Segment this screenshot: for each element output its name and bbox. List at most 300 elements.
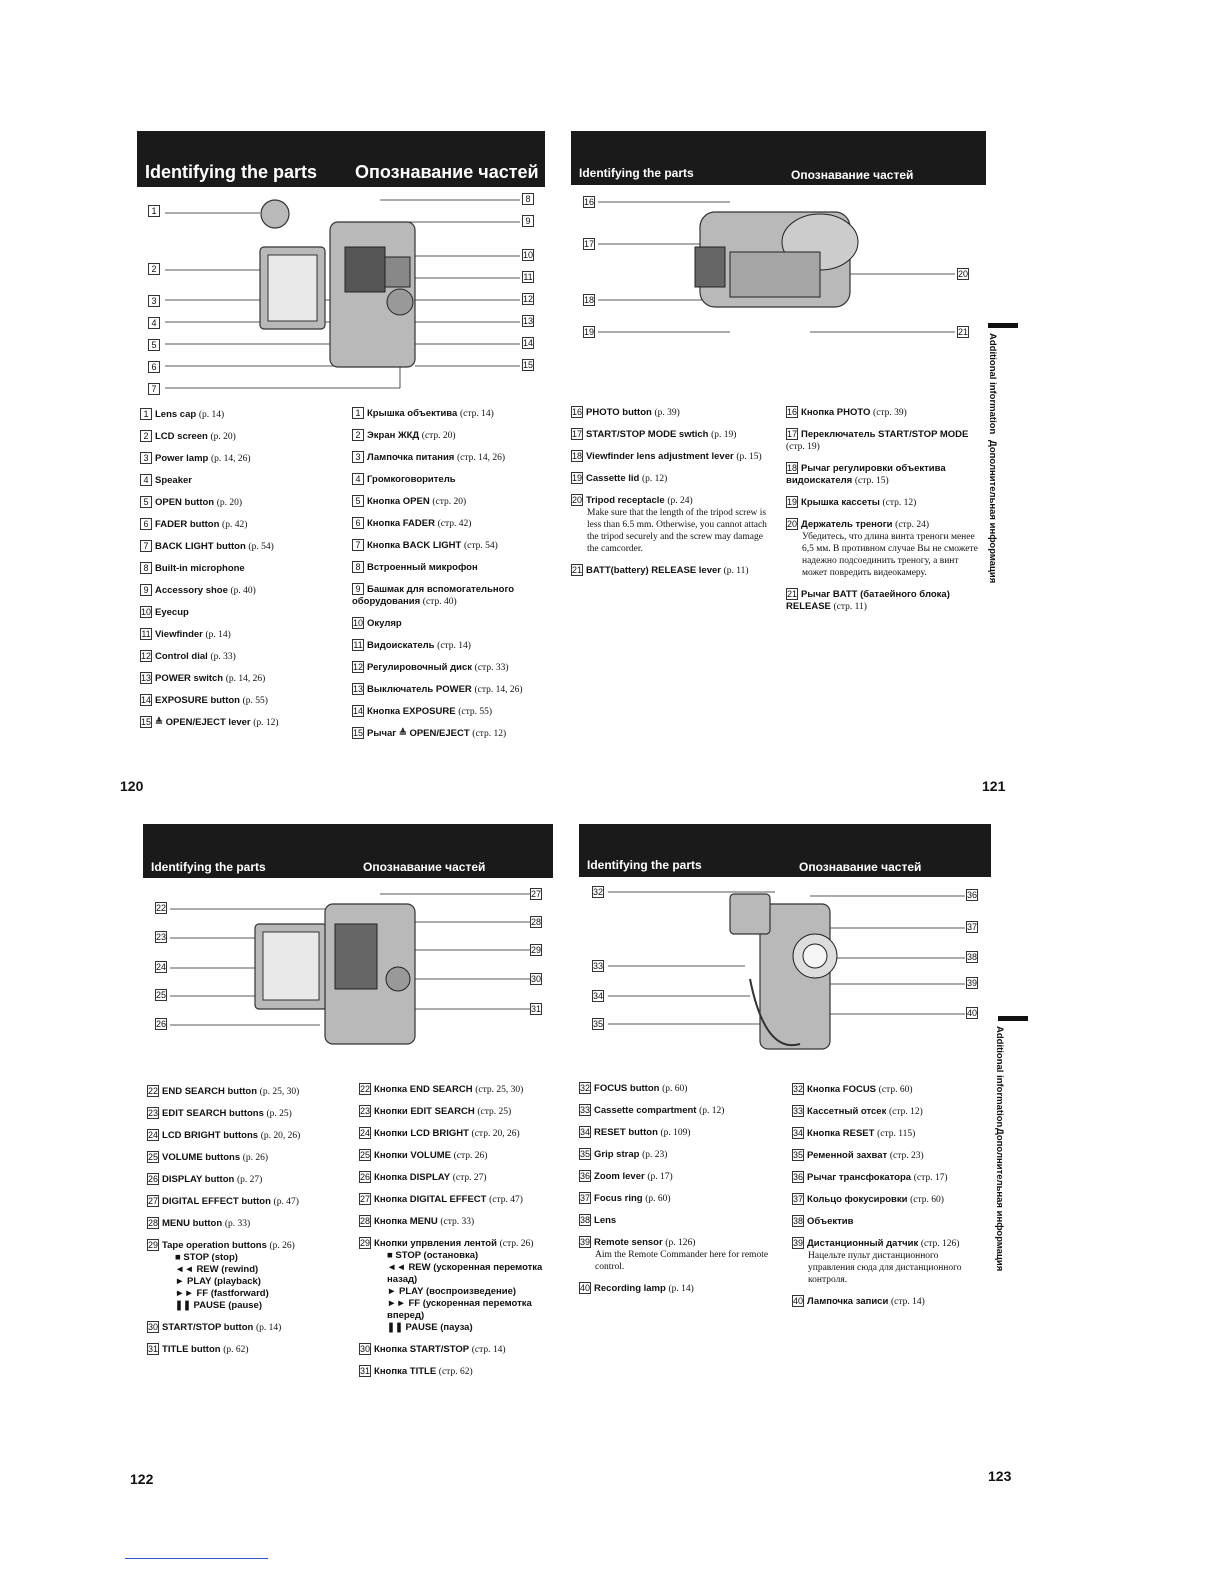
item-label: Рычаг ≜ OPEN/EJECT (367, 728, 470, 739)
page-number-123: 123 (988, 1468, 1012, 1484)
item-label: Кнопка DIGITAL EFFECT (374, 1194, 487, 1205)
item-page-ref: (p. 20, 26) (260, 1131, 301, 1141)
callout-27: 27 (531, 889, 542, 899)
page-number-120: 120 (120, 778, 144, 794)
camcorder-side-illustration (590, 884, 985, 1059)
item-page-ref: (p. 17) (647, 1172, 673, 1182)
item-page-ref: (p. 109) (660, 1128, 691, 1138)
list-item (571, 450, 771, 463)
item-page-ref: (p. 12) (253, 718, 279, 728)
side-tab-label-en: Additional information (987, 333, 998, 435)
list-item (140, 606, 340, 619)
item-page-ref: (p. 20) (210, 432, 236, 442)
callout-31: 31 (531, 1004, 542, 1014)
item-page-ref: (p. 14) (668, 1284, 694, 1294)
item-page-ref: (стр. 62) (438, 1367, 473, 1377)
list-item (352, 661, 542, 674)
header-title-ru: Опознавание частей (355, 162, 539, 182)
parts-list-en-p123 (579, 1082, 784, 1304)
item-number: 25 (148, 1152, 159, 1162)
list-item (352, 473, 542, 486)
item-label: FADER button (155, 519, 220, 530)
header-title-ru: Опознавание частей (799, 860, 922, 874)
item-label: Lens (594, 1215, 617, 1226)
item-page-ref: (p. 39) (654, 408, 680, 418)
item-label: Viewfinder lens adjustment lever (586, 451, 734, 462)
callout-20: 20 (958, 269, 969, 279)
callout-30: 30 (531, 974, 542, 984)
list-item (792, 1193, 982, 1206)
item-number: 19 (787, 497, 798, 507)
item-page-ref: (стр. 14) (437, 641, 471, 651)
item-label: Кнопки упрвления лентой (374, 1238, 497, 1249)
list-item (792, 1083, 982, 1096)
list-item (352, 639, 542, 652)
callout-32: 32 (593, 887, 604, 897)
item-note: Make sure that the length of the tripod screw is less than 6.5 mm. Otherwise, you cannot attach the tripod securely and the screw may damage the camcorder. (587, 508, 767, 554)
list-item (147, 1107, 347, 1120)
callout-35: 35 (593, 1019, 604, 1029)
item-number: 10 (353, 618, 364, 628)
tape-op-item: ►► FF (ускоренная перемотка вперед) (387, 1298, 532, 1321)
item-number: 9 (140, 584, 152, 596)
list-item (786, 462, 981, 487)
side-tab-marker (988, 323, 1018, 328)
callout-24: 24 (156, 962, 167, 972)
callout-26: 26 (156, 1019, 167, 1029)
item-page-ref: (p. 40) (230, 586, 256, 596)
item-page-ref: (p. 14, 26) (225, 674, 266, 684)
side-tab-marker (998, 1016, 1028, 1021)
callout-23: 23 (156, 932, 167, 942)
item-number: 32 (580, 1083, 591, 1093)
item-number: 16 (572, 407, 583, 417)
camcorder-top-illustration (580, 192, 975, 347)
item-page-ref: (p. 47) (273, 1197, 299, 1207)
item-page-ref: (p. 20) (216, 498, 243, 508)
item-label: Lens cap (155, 409, 197, 420)
parts-list-ru-p120 (352, 407, 542, 749)
item-label: Видоискатель (367, 640, 435, 651)
item-label: Accessory shoe (155, 585, 228, 596)
item-number: 1 (140, 408, 152, 420)
item-number: 11 (141, 629, 151, 639)
item-label: Кнопка END SEARCH (374, 1084, 473, 1095)
item-number: 3 (352, 451, 364, 463)
callout-16: 16 (584, 197, 595, 207)
item-label: Tripod receptacle (586, 495, 665, 506)
callout-11: 11 (523, 272, 533, 282)
item-page-ref: (стр. 60) (878, 1085, 913, 1095)
list-item (352, 451, 542, 464)
list-item (579, 1170, 784, 1183)
item-number: 5 (140, 496, 152, 508)
item-label: DISPLAY button (162, 1174, 235, 1185)
item-number: 40 (793, 1296, 804, 1306)
item-page-ref: (p. 33) (224, 1219, 251, 1229)
item-number: 28 (360, 1216, 371, 1226)
item-number: 8 (140, 562, 152, 574)
item-page-ref: (p. 23) (642, 1150, 668, 1160)
item-number: 17 (787, 429, 798, 439)
item-label: Built-in microphone (155, 563, 245, 574)
item-label: Cassette lid (586, 473, 640, 484)
item-page-ref: (p. 42) (222, 520, 248, 530)
item-label: Кнопка START/STOP (374, 1344, 470, 1355)
list-item (352, 495, 542, 508)
list-item (352, 683, 542, 696)
callout-37: 37 (967, 922, 978, 932)
list-item (352, 561, 542, 574)
callout-18: 18 (584, 295, 595, 305)
item-number: 13 (353, 684, 364, 694)
header-title-en: Identifying the parts (151, 860, 266, 874)
item-page-ref: (стр. 14, 26) (474, 685, 523, 695)
side-tab-label-en: Additional information (994, 1026, 1005, 1128)
list-item (147, 1321, 347, 1334)
item-page-ref: (p. 25, 30) (259, 1087, 300, 1097)
item-page-ref: (стр. 39) (873, 408, 907, 418)
list-item (352, 583, 542, 608)
list-item (359, 1171, 554, 1184)
item-label: Объектив (807, 1216, 854, 1227)
item-label: Кнопка EXPOSURE (367, 706, 456, 717)
list-item (352, 429, 542, 442)
list-item (359, 1149, 554, 1162)
item-number: 10 (141, 607, 152, 617)
item-number: 24 (148, 1130, 159, 1140)
item-page-ref: (стр. 40) (422, 597, 457, 607)
header-title-en: Identifying the parts (587, 858, 702, 872)
item-label: Кассетный отсек (807, 1106, 887, 1117)
item-label: FOCUS button (594, 1083, 660, 1094)
item-page-ref: (p. 12) (699, 1106, 725, 1116)
item-label: Экран ЖКД (367, 430, 420, 441)
item-number: 11 (353, 640, 363, 650)
list-item (147, 1151, 347, 1164)
list-item (786, 406, 981, 419)
item-label: Громкоговоритель (367, 474, 456, 485)
item-label: Grip strap (594, 1149, 640, 1160)
item-label: Рычаг регулировки объектива видоискателя (786, 463, 946, 486)
list-item (359, 1127, 554, 1140)
item-label: LCD screen (155, 431, 208, 442)
list-item (792, 1237, 982, 1286)
list-item (359, 1215, 554, 1228)
item-page-ref: (стр. 12) (882, 498, 917, 508)
item-label: TITLE button (162, 1344, 221, 1355)
item-label: Cassette compartment (594, 1105, 697, 1116)
item-number: 6 (140, 518, 152, 530)
list-item (147, 1195, 347, 1208)
item-page-ref: (стр. 14, 26) (457, 453, 506, 463)
list-item (140, 408, 340, 421)
item-number: 24 (360, 1128, 371, 1138)
side-tab-label-ru: Дополнительная информация (994, 1128, 1005, 1272)
item-number: 2 (140, 430, 152, 442)
item-label: Ременной захват (807, 1150, 888, 1161)
list-item (786, 588, 981, 613)
item-page-ref: (p. 14, 26) (210, 454, 251, 464)
camcorder-lcd-open-illustration (150, 884, 550, 1054)
page-number-121: 121 (982, 778, 1006, 794)
page-number-122: 122 (130, 1471, 154, 1487)
item-page-ref: (стр. 126) (920, 1239, 960, 1249)
item-label: Кнопка OPEN (367, 496, 430, 507)
item-number: 7 (352, 539, 364, 551)
item-page-ref: (p. 14) (198, 410, 225, 420)
item-label: Кнопка FOCUS (807, 1084, 877, 1095)
item-number: 6 (352, 517, 364, 529)
item-number: 26 (148, 1174, 159, 1184)
tape-op-item: ◄◄ REW (rewind) (175, 1264, 259, 1275)
item-page-ref: (стр. 17) (913, 1173, 948, 1183)
item-page-ref: (стр. 20, 26) (471, 1129, 520, 1139)
item-number: 8 (352, 561, 364, 573)
item-number: 21 (787, 589, 798, 599)
callout-36: 36 (967, 890, 978, 900)
item-page-ref: (p. 60) (645, 1194, 671, 1204)
item-label: ≜ OPEN/EJECT lever (155, 717, 251, 728)
list-item (792, 1171, 982, 1184)
callout-29: 29 (531, 945, 542, 955)
list-item (359, 1105, 554, 1118)
item-label: Рычаг трансфокатора (807, 1172, 912, 1183)
item-number: 5 (352, 495, 364, 507)
item-number: 37 (793, 1194, 804, 1204)
header-title-en: Identifying the parts (145, 162, 318, 182)
header-title-ru: Опознавание частей (791, 168, 914, 182)
list-item (352, 539, 542, 552)
item-page-ref: (стр. 25, 30) (475, 1085, 524, 1095)
list-item (140, 518, 340, 531)
item-label: Окуляр (367, 618, 402, 629)
callout-4: 4 (148, 317, 160, 329)
item-page-ref: (стр. 15) (854, 476, 889, 486)
item-label: Кнопка FADER (367, 518, 435, 529)
item-note: Убедитесь, что длина винта треноги менее 6,5 мм. В противном случае Вы не сможете надежно подсоединить треногу, а винт может повредить видеокамеру. (802, 532, 978, 578)
item-label: Лампочка питания (367, 452, 455, 463)
list-item (147, 1343, 347, 1356)
item-label: Кнопка DISPLAY (374, 1172, 451, 1183)
item-number: 1 (352, 407, 364, 419)
list-item (140, 628, 340, 641)
item-label: POWER switch (155, 673, 224, 684)
item-number: 18 (572, 451, 583, 461)
item-page-ref: (стр. 14) (890, 1297, 925, 1307)
item-number: 34 (793, 1128, 804, 1138)
item-number: 32 (793, 1084, 804, 1094)
item-label: BACK LIGHT button (155, 541, 246, 552)
item-number: 29 (148, 1240, 159, 1250)
item-number: 9 (352, 583, 364, 595)
list-item (140, 672, 340, 685)
list-item (579, 1282, 784, 1295)
item-label: Крышка кассеты (801, 497, 880, 508)
item-label: Кнопки LCD BRIGHT (374, 1128, 469, 1139)
item-number: 15 (141, 717, 152, 727)
item-number: 4 (352, 473, 364, 485)
item-label: Переключатель START/STOP MODE (801, 429, 969, 440)
side-tab-label-ru: Дополнительная информация (987, 440, 998, 584)
item-page-ref: (стр. 23) (889, 1151, 924, 1161)
item-number: 22 (148, 1086, 159, 1096)
item-number: 30 (148, 1322, 159, 1332)
item-page-ref: (стр. 55) (458, 707, 493, 717)
item-page-ref: (стр. 20) (421, 431, 456, 441)
item-label: Крышка объектива (367, 408, 458, 419)
list-item (140, 584, 340, 597)
item-number: 33 (793, 1106, 804, 1116)
item-label: Держатель треноги (801, 519, 893, 530)
callout-7: 7 (148, 383, 160, 395)
item-page-ref: (стр. 14) (459, 409, 494, 419)
list-item (579, 1236, 784, 1273)
item-number: 35 (793, 1150, 804, 1160)
callout-3: 3 (148, 295, 160, 307)
list-item (140, 430, 340, 443)
item-number: 14 (141, 695, 152, 705)
item-page-ref: (p. 25) (266, 1109, 292, 1119)
item-label: START/STOP button (162, 1322, 254, 1333)
item-page-ref: (p. 24) (667, 496, 693, 506)
item-page-ref: (стр. 14) (471, 1345, 506, 1355)
item-page-ref: (p. 60) (662, 1084, 688, 1094)
item-number: 38 (793, 1216, 804, 1226)
item-number: 20 (787, 519, 798, 529)
item-number: 19 (572, 473, 583, 483)
callout-8: 8 (522, 193, 534, 205)
item-number: 39 (580, 1237, 591, 1247)
item-number: 28 (148, 1218, 159, 1228)
callout-25: 25 (156, 990, 167, 1000)
item-label: Eyecup (155, 607, 189, 618)
item-page-ref: (p. 55) (242, 696, 268, 706)
item-number: 40 (580, 1283, 591, 1293)
item-number: 21 (572, 565, 583, 575)
list-item (571, 472, 771, 485)
list-item (579, 1126, 784, 1139)
item-number: 30 (360, 1344, 371, 1354)
item-number: 36 (580, 1171, 591, 1181)
item-number: 38 (580, 1215, 591, 1225)
item-label: EXPOSURE button (155, 695, 240, 706)
list-item (359, 1083, 554, 1096)
item-label: Speaker (155, 475, 192, 486)
callout-33: 33 (593, 961, 604, 971)
callout-5: 5 (148, 339, 160, 351)
item-label: END SEARCH button (162, 1086, 258, 1097)
item-number: 36 (793, 1172, 804, 1182)
list-item (140, 716, 340, 729)
item-label: START/STOP MODE swtich (586, 429, 709, 440)
list-item (579, 1192, 784, 1205)
item-page-ref: (стр. 33) (474, 663, 509, 673)
item-page-ref: (стр. 60) (910, 1195, 944, 1205)
list-item (792, 1127, 982, 1140)
list-item (352, 407, 542, 420)
item-label: RESET button (594, 1127, 658, 1138)
callout-10: 10 (523, 250, 534, 260)
callout-9: 9 (522, 215, 534, 227)
callout-21: 21 (958, 327, 969, 337)
callout-15: 15 (523, 360, 534, 370)
header-bar-p121 (571, 131, 986, 185)
item-number: 14 (353, 706, 364, 716)
item-number: 12 (353, 662, 364, 672)
item-page-ref: (p. 15) (736, 452, 762, 462)
list-item (352, 705, 542, 718)
item-number: 29 (360, 1238, 371, 1248)
header-title-en: Identifying the parts (579, 166, 694, 180)
item-label: PHOTO button (586, 407, 652, 418)
list-item (786, 518, 981, 579)
item-label: MENU button (162, 1218, 223, 1229)
list-item (359, 1193, 554, 1206)
list-item (579, 1214, 784, 1227)
item-label: Кнопка TITLE (374, 1366, 437, 1377)
list-item (579, 1082, 784, 1095)
item-label: Кольцо фокусировки (807, 1194, 908, 1205)
parts-list-en-p121 (571, 406, 771, 586)
item-number: 33 (580, 1105, 591, 1115)
tape-op-item: ❚❚ PAUSE (пауза) (387, 1322, 473, 1333)
item-page-ref: (p. 11) (723, 566, 749, 576)
item-page-ref: (стр. 25) (477, 1107, 512, 1117)
list-item (359, 1365, 554, 1378)
item-number: 27 (148, 1196, 159, 1206)
item-page-ref: (стр. 12) (888, 1107, 923, 1117)
list-item (140, 562, 340, 575)
item-number: 31 (360, 1366, 371, 1376)
item-label: Встроенный микрофон (367, 562, 478, 573)
list-item (792, 1215, 982, 1228)
list-item (792, 1295, 982, 1308)
list-item (571, 428, 771, 441)
item-page-ref: (p. 19) (711, 430, 737, 440)
callout-1: 1 (148, 205, 160, 217)
item-page-ref: (p. 26) (269, 1241, 295, 1251)
item-number: 25 (360, 1150, 371, 1160)
item-page-ref: (стр. 33) (440, 1217, 475, 1227)
item-label: Power lamp (155, 453, 209, 464)
list-item (571, 494, 771, 555)
item-number: 12 (141, 651, 152, 661)
header-bar-p123 (579, 824, 991, 877)
parts-list-ru-p123 (792, 1083, 982, 1317)
list-item (786, 428, 981, 453)
item-number: 17 (572, 429, 583, 439)
item-number: 23 (360, 1106, 371, 1116)
tape-op-item: ■ STOP (stop) (175, 1252, 238, 1263)
item-page-ref: (p. 26) (242, 1153, 269, 1163)
item-number: 18 (787, 463, 798, 473)
item-label: Кнопки EDIT SEARCH (374, 1106, 475, 1117)
callout-2: 2 (148, 263, 160, 275)
item-label: DIGITAL EFFECT button (162, 1196, 271, 1207)
item-label: Лампочка записи (807, 1296, 889, 1307)
list-item (792, 1149, 982, 1162)
item-label: Control dial (155, 651, 208, 662)
callout-17: 17 (584, 239, 595, 249)
list-item (579, 1148, 784, 1161)
item-label: Выключатель POWER (367, 684, 472, 695)
tape-op-item: ► PLAY (playback) (175, 1276, 261, 1287)
item-label: Рычаг BATT (батаейного блока) RELEASE (786, 589, 950, 612)
callout-40: 40 (967, 1008, 978, 1018)
list-item (352, 517, 542, 530)
item-number: 23 (148, 1108, 159, 1118)
